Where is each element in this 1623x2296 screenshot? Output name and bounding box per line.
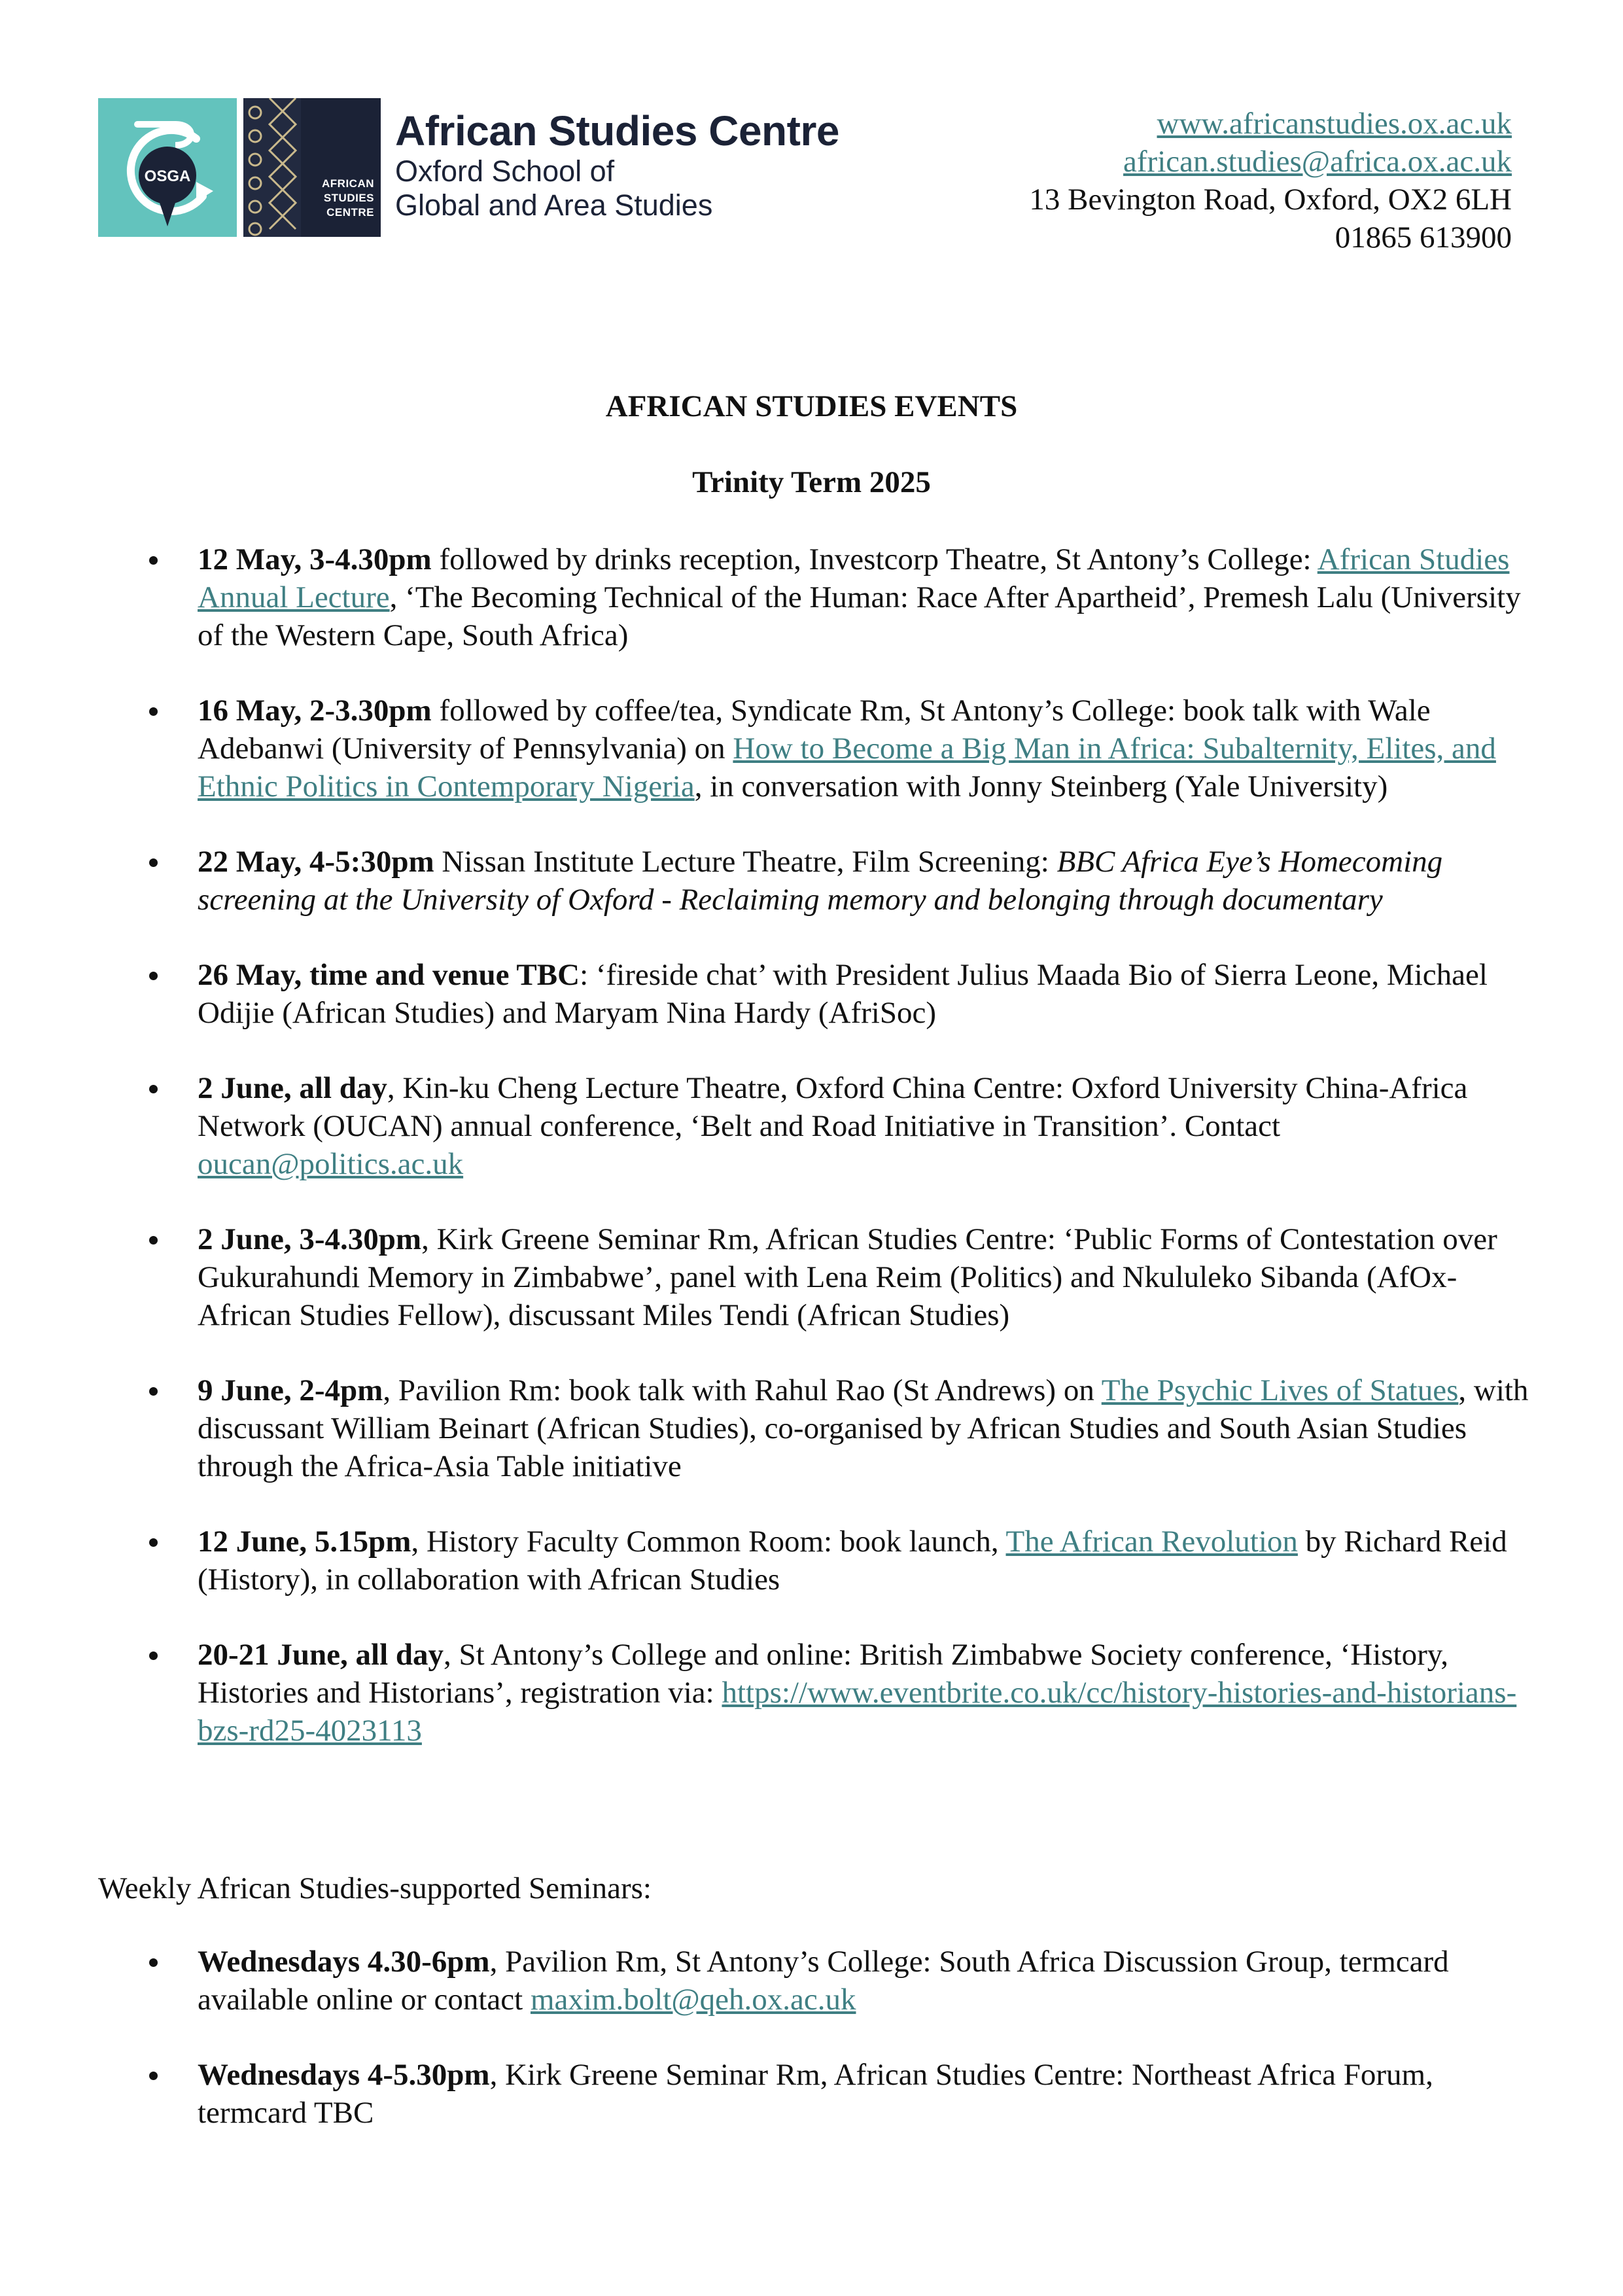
weekly-seminars-list [98,1943,1531,2169]
event-item [98,1371,1531,1485]
event-registration-link[interactable]: https://www.eventbrite.co.uk/cc/history-histories-and-historians-bzs-rd25-4023113 [198,1676,1517,1748]
event-item [98,1636,1531,1750]
event-text: followed by coffee/tea, Syndicate Rm, St Antony’s College: book talk with Wale Adebanwi (University of Pennsylvania) on [198,694,1431,766]
seminar-text: , Kirk Greene Seminar Rm, African Studies Centre: Northeast Africa Forum, termcard TBC [198,2058,1433,2130]
event-text: , Pavilion Rm: book talk with Rahul Rao (St Andrews) on [383,1373,1102,1407]
event-link[interactable]: How to Become a Big Man in Africa: Subalternity, Elites, and Ethnic Politics in Contemporary Nigeria [198,732,1496,804]
event-when: 12 May, 3-4.30pm [198,542,432,576]
event-text: , in conversation with Jonny Steinberg (Yale University) [694,769,1388,804]
event-link[interactable]: The African Revolution [1005,1525,1298,1559]
osga-badge-text: OSGA [144,168,191,185]
website-link[interactable]: www.africanstudies.ox.ac.uk [1157,107,1512,141]
event-text: , with discussant William Beinart (African Studies), co-organised by African Studies and South Asian Studies through the Africa-Asia Table initiative [198,1373,1529,1483]
seminar-when: Wednesdays 4-5.30pm [198,2058,490,2092]
contact-block [1029,105,1512,256]
event-text: , St Antony’s College and online: British Zimbabwe Society conference, ‘History, Histories and Historians’, registration via: [198,1638,1448,1710]
page-title: AFRICAN STUDIES EVENTS [605,389,1018,423]
event-link[interactable]: The Psychic Lives of Statues [1101,1373,1459,1407]
event-text: , History Faculty Common Room: book launch, [411,1525,1006,1559]
event-when: 2 June, all day [198,1071,387,1105]
logo [98,98,839,237]
event-item [98,1220,1531,1334]
bullet-icon [149,972,158,980]
event-when: 26 May, time and venue TBC [198,958,580,992]
seminar-when: Wednesdays 4.30-6pm [198,1945,490,1979]
event-when: 2 June, 3-4.30pm [198,1222,422,1256]
event-when: 16 May, 2-3.30pm [198,694,432,728]
event-item [98,540,1531,654]
bullet-icon [149,1651,158,1660]
event-when: 9 June, 2-4pm [198,1373,383,1407]
event-text: Nissan Institute Lecture Theatre, Film Screening: [434,845,1057,879]
event-when: 12 June, 5.15pm [198,1525,411,1559]
event-item [98,1523,1531,1598]
school-line-1: Oxford School of [395,154,615,188]
event-text: , ‘The Becoming Technical of the Human: Race After Apartheid’, Premesh Lalu (University of the Western Cape, South Africa) [198,580,1521,652]
seminar-email-link[interactable]: maxim.bolt@qeh.ox.ac.uk [530,1983,856,2017]
bullet-icon [149,2072,158,2080]
event-item [98,692,1531,805]
weekly-heading: Weekly African Studies-supported Seminars: [98,1871,652,1905]
event-when: 20-21 June, all day [198,1638,444,1672]
address: 13 Bevington Road, Oxford, OX2 6LH [1029,183,1512,217]
events-list [98,540,1531,1787]
event-text: by Richard Reid (History), in collaboration with African Studies [198,1525,1507,1597]
bullet-icon [149,707,158,716]
pattern-icon [243,98,301,237]
bullet-icon [149,1236,158,1245]
bullet-icon [149,556,158,565]
seminar-item [98,1943,1531,2019]
event-email-link[interactable]: oucan@politics.ac.uk [198,1147,464,1181]
bullet-icon [149,1538,158,1547]
bullet-icon [149,1387,158,1396]
logo-title [395,98,839,237]
logo-dark-text: AFRICAN STUDIES CENTRE [322,177,374,219]
african-studies-centre-mark [243,98,381,237]
term-title: Trinity Term 2025 [692,465,931,499]
event-when: 22 May, 4-5:30pm [198,845,434,879]
seminar-item [98,2056,1531,2132]
bullet-icon [149,1085,158,1093]
osga-logo [98,98,237,237]
event-text: , Kirk Greene Seminar Rm, African Studies Centre: ‘Public Forms of Contestation over Gukurahundi Memory in Zimbabwe’, panel with Lena Reim (Politics) and Nkululeko Sibanda (AfOx-African Studies Fellow), discussant Miles Tendi (African Studies) [198,1222,1497,1332]
phone: 01865 613900 [1335,221,1512,255]
email-link[interactable]: african.studies@africa.ox.ac.uk [1123,145,1512,179]
osga-g-icon [98,98,237,237]
school-line-2: Global and Area Studies [395,188,713,222]
centre-name: African Studies Centre [395,107,839,154]
seminar-text: , Pavilion Rm, St Antony’s College: South Africa Discussion Group, termcard available online or contact [198,1945,1449,2017]
event-item [98,956,1531,1032]
event-text: followed by drinks reception, Investcorp Theatre, St Antony’s College: [431,542,1318,576]
event-film-title: BBC Africa Eye’s Homecoming screening at the University of Oxford - Reclaiming memory and belonging through documentary [198,845,1443,917]
event-link[interactable]: African Studies Annual Lecture [198,542,1510,614]
event-text: : ‘fireside chat’ with President Julius Maada Bio of Sierra Leone, Michael Odijie (African Studies) and Maryam Nina Hardy (AfriSoc) [198,958,1488,1030]
bullet-icon [149,858,158,867]
event-text: , Kin-ku Cheng Lecture Theatre, Oxford China Centre: Oxford University China-Africa Network (OUCAN) annual conference, ‘Belt and Road Initiative in Transition’. Contact [198,1071,1468,1143]
bullet-icon [149,1958,158,1967]
event-item [98,843,1531,919]
event-item [98,1069,1531,1183]
